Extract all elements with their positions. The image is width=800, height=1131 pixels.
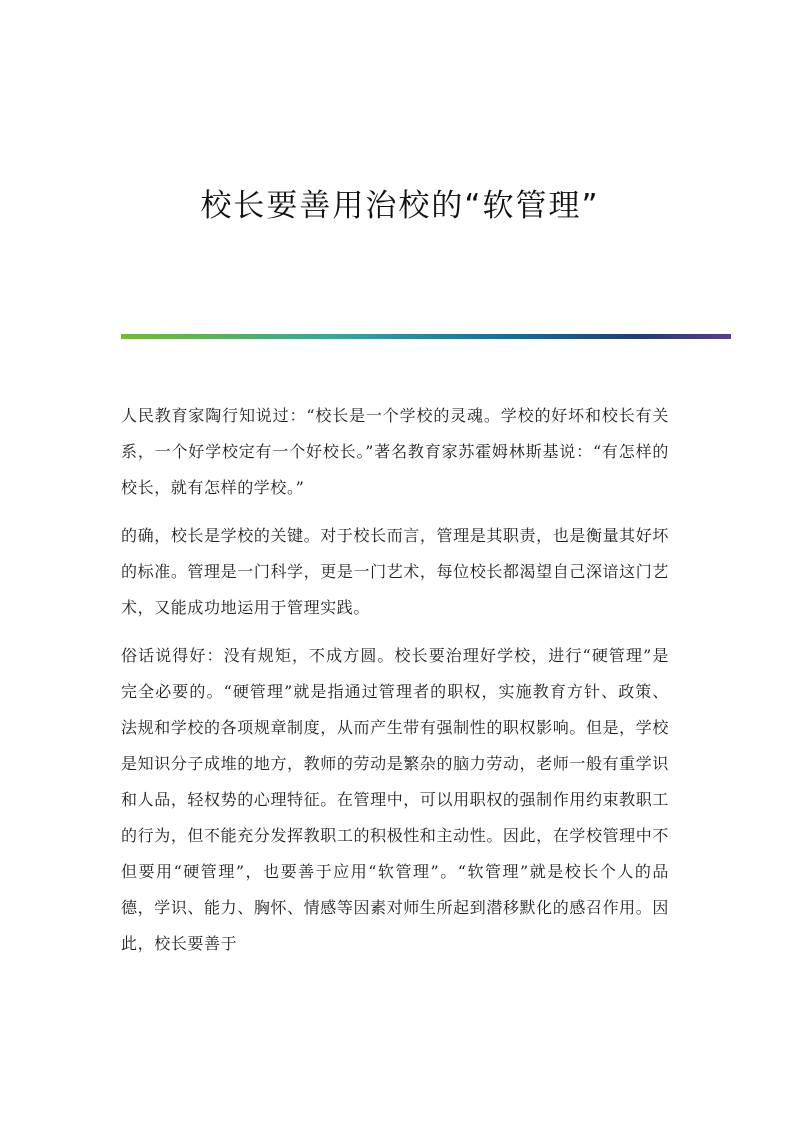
paragraph-2: 的确，校长是学校的关键。对于校长而言，管理是其职责，也是衡量其好坏的标准。管理是一门科学，更是一门艺术，每位校长都渴望自己深谙这门艺术，又能成功地运用于管理实践。 xyxy=(121,526,669,617)
paragraph-3: 俗话说得好：没有规矩，不成方圆。校长要治理好学校，进行“硬管理”是完全必要的。“硬管理”就是指通过管理者的职权，实施教育方针、政策、法规和学校的各项规章制度，从而产生带有强制性的职权影响。但是，学校是知识分子成堆的地方，教师的劳动是繁杂的脑力劳动，老师一般有重学识和人品，轻权势的心理特征。在管理中，可以用职权的强制作用约束教职工的行为，但不能充分发挥教职工的积极性和主动性。因此，在学校管理中不但要用“硬管理”，也要善于应用“软管理”。“软管理”就是校长个人的品德，学识、能力、胸怀、情感等因素对师生所起到潜移默化的感召作用。因此，校长要善于 xyxy=(121,646,669,953)
paragraph-1: 人民教育家陶行知说过：“校长是一个学校的灵魂。学校的好坏和校长有关系，一个好学校定有一个好校长。”著名教育家苏霍姆林斯基说：“有怎样的校长，就有怎样的学校。” xyxy=(121,406,669,497)
document-body xyxy=(121,398,669,974)
title-divider xyxy=(121,334,731,339)
document-title: 校长要善用治校的“软管理” xyxy=(200,188,600,224)
